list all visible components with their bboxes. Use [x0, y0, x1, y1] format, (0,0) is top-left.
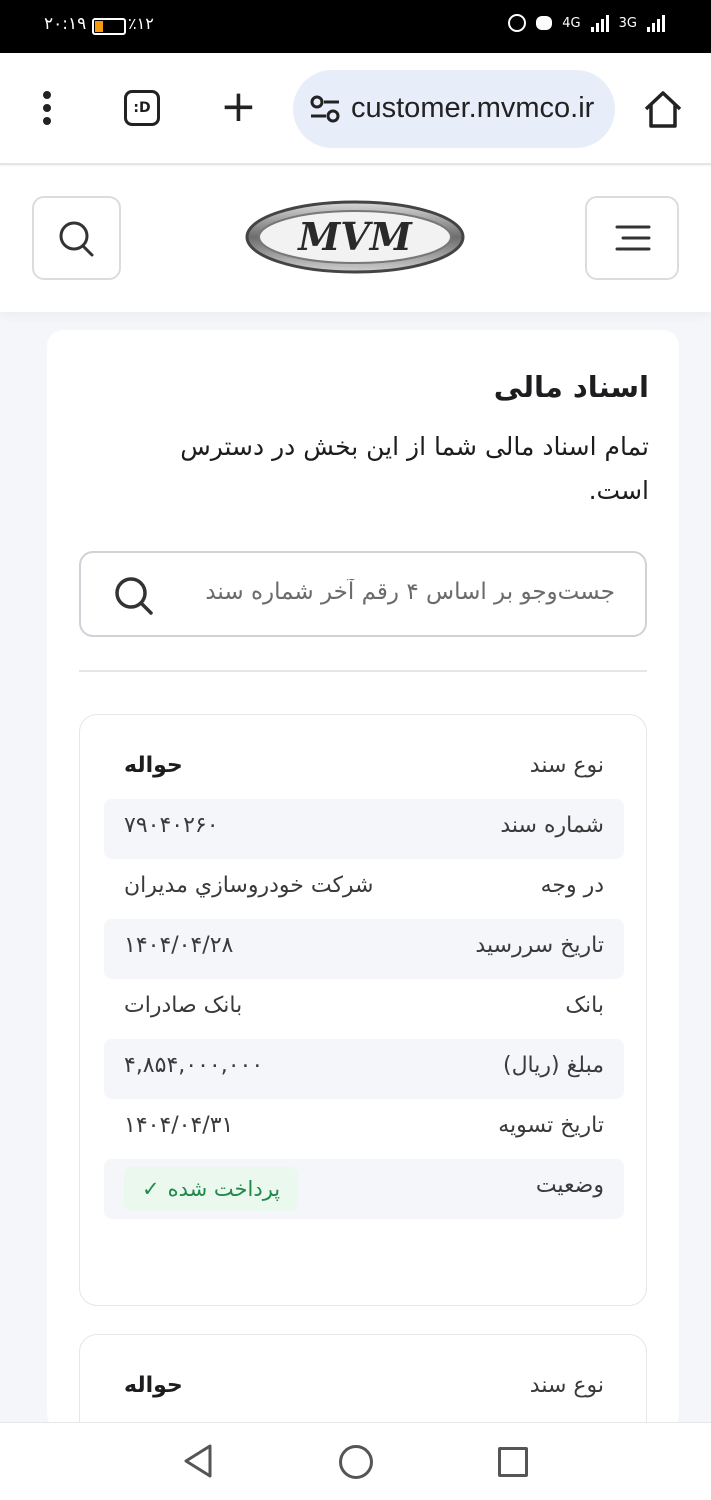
- status-bar: [0, 0, 711, 53]
- whatsapp-icon: [508, 14, 526, 32]
- battery-icon: [92, 18, 126, 35]
- row-label: در وجه: [540, 873, 604, 898]
- doc-row-number: [104, 799, 624, 859]
- recent-apps-icon[interactable]: [498, 1447, 528, 1477]
- home-nav-icon[interactable]: [339, 1445, 373, 1479]
- row-label: تاریخ تسویه: [498, 1113, 604, 1138]
- search-icon: [32, 196, 121, 280]
- row-value: ۴,۸۵۴,۰۰۰,۰۰۰: [124, 1053, 264, 1078]
- document-card: [79, 714, 647, 1306]
- browser-toolbar: [0, 53, 711, 165]
- home-icon[interactable]: [642, 89, 684, 129]
- header-search-button[interactable]: [32, 196, 121, 280]
- signal-icon-2: [647, 14, 665, 32]
- status-icons: [508, 14, 665, 32]
- status-text: پرداخت شده: [167, 1177, 281, 1201]
- tab-switcher-button[interactable]: :D: [124, 90, 160, 126]
- row-label: نوع سند: [529, 1373, 604, 1398]
- network-label-2: 3G: [618, 15, 637, 31]
- doc-row-payee: [104, 859, 624, 919]
- system-navigation-bar: [0, 1422, 711, 1500]
- menu-icon: [585, 196, 679, 280]
- divider: [79, 670, 647, 672]
- url-text: customer.mvmco.ir: [351, 92, 595, 124]
- search-icon[interactable]: [113, 575, 155, 617]
- logo-text: MVM: [298, 214, 412, 259]
- row-label: مبلغ (ریال): [502, 1053, 604, 1078]
- doc-row-type: [104, 739, 624, 799]
- chat-icon: [536, 16, 552, 30]
- mvm-logo: [244, 199, 466, 275]
- new-tab-button[interactable]: +: [220, 81, 257, 132]
- row-value: حواله: [124, 753, 183, 778]
- site-header: [0, 166, 711, 312]
- page-title: اسناد مالی: [493, 370, 649, 404]
- row-label: وضعیت: [535, 1173, 604, 1198]
- row-value: بانک صادرات: [124, 993, 243, 1018]
- doc-row-status: [104, 1159, 624, 1219]
- row-label: تاریخ سررسید: [475, 933, 604, 958]
- more-options-icon[interactable]: [40, 91, 54, 127]
- doc-row-settlement-date: [104, 1099, 624, 1159]
- status-time: ۲۰:۱۹: [44, 14, 87, 34]
- hamburger-menu-button[interactable]: [585, 196, 679, 280]
- back-icon[interactable]: [182, 1443, 214, 1479]
- row-value: ۱۴۰۴/۰۴/۳۱: [124, 1113, 234, 1138]
- search-placeholder: جست‌وجو بر اساس ۴ رقم آخر شماره سند: [205, 579, 615, 605]
- row-label: نوع سند: [529, 753, 604, 778]
- row-label: بانک: [565, 993, 604, 1018]
- financial-documents-card: [47, 330, 679, 1430]
- row-label: شماره سند: [500, 813, 604, 838]
- row-value: ۱۴۰۴/۰۴/۲۸: [124, 933, 234, 958]
- document-search-input[interactable]: [79, 551, 647, 637]
- status-badge: [124, 1167, 298, 1211]
- battery-percent: ٪۱۲: [128, 14, 154, 33]
- doc-row-amount: [104, 1039, 624, 1099]
- row-value: شرکت خودروسازي مديران: [124, 873, 374, 898]
- row-value: حواله: [124, 1373, 183, 1398]
- doc-row-type: [104, 1359, 624, 1419]
- site-settings-icon[interactable]: [309, 94, 341, 124]
- check-icon: ✓: [142, 1177, 160, 1201]
- signal-icon: [591, 14, 609, 32]
- page-description: تمام اسناد مالی شما از این بخش در دسترس است.: [180, 432, 649, 505]
- network-label-1: 4G: [562, 15, 581, 31]
- doc-row-bank: [104, 979, 624, 1039]
- doc-row-due-date: [104, 919, 624, 979]
- address-bar[interactable]: [293, 70, 615, 148]
- row-value: ۷۹۰۴۰۲۶۰: [124, 813, 219, 838]
